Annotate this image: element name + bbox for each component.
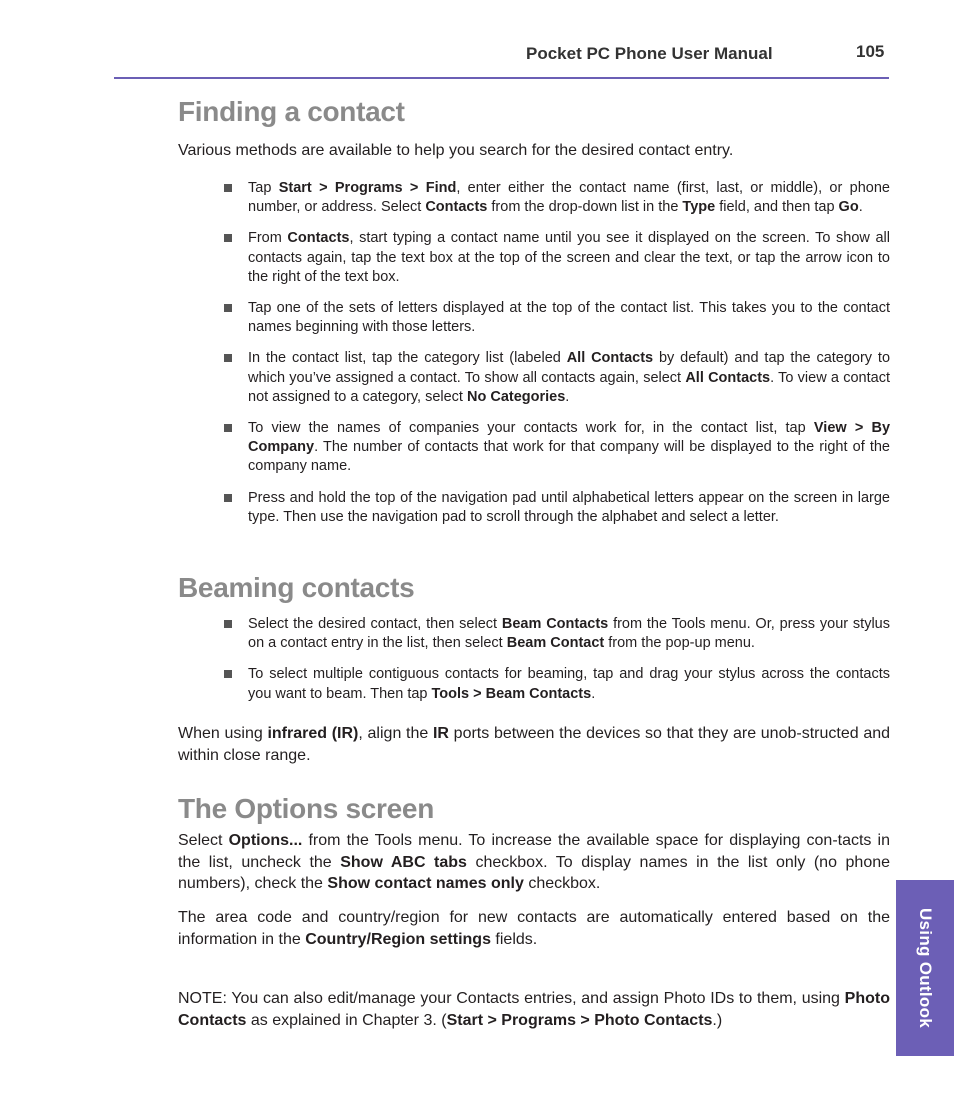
bold-text: No Categories (466, 388, 566, 405)
text-run: , enter either the contact name (first, last, or middle), or phone number, or address. Select (248, 180, 890, 216)
bold-text: Beam Contact (506, 635, 605, 652)
text-run: In the contact list, tap the category list (labeled (248, 350, 567, 367)
bold-text: Go (838, 199, 859, 216)
bold-text: Type (682, 199, 716, 216)
text-run: Select the desired contact, then select (248, 616, 502, 632)
text-run: checkbox. To display names in the list only (no phone numbers), check the (178, 853, 891, 892)
text-run: from the pop-up menu. (604, 635, 755, 652)
bold-text: View > By Company (248, 420, 891, 456)
bold-text: All Contacts (566, 350, 654, 367)
text-run: . (565, 388, 570, 405)
bold-text: Country/Region settings (305, 930, 491, 948)
options-paragraph-1 (178, 830, 890, 895)
chapter-side-tab (896, 880, 954, 1056)
text-run: From (248, 230, 288, 247)
text-run: . (591, 685, 596, 702)
text-run: .) (712, 1011, 723, 1029)
bullet-item (178, 665, 890, 703)
square-bullet-icon (224, 620, 232, 628)
text-run: fields. (490, 930, 538, 948)
bold-text: Start > Programs > Find (278, 180, 457, 196)
square-bullet-icon (224, 670, 232, 678)
text-run: ports between the devices so that they are unob-structed and within close range. (178, 725, 891, 764)
header-rule (114, 77, 889, 79)
bold-text: Contacts (287, 230, 350, 247)
bullet-item (178, 229, 890, 287)
square-bullet-icon (224, 494, 232, 502)
finding-intro: Various methods are available to help you search for the desired contact entry. (178, 142, 734, 159)
text-run: . To view a contact not assigned to a category, select (248, 369, 890, 405)
text-run: Tap (248, 180, 279, 196)
bullet-item (178, 179, 890, 217)
text-run: . The number of contacts that work for that company will be displayed to the right of the company name. (248, 439, 890, 475)
bold-text: infrared (IR) (267, 725, 359, 742)
heading-beaming-contacts: Beaming contacts (178, 572, 415, 603)
bullet-item (178, 489, 890, 527)
square-bullet-icon (224, 424, 232, 432)
text-run: field, and then tap (715, 199, 839, 216)
text-run: , start typing a contact name until you see it displayed on the screen. To show all contacts again, tap the text box at the top of the screen and clear the text, or tap the arrow icon to the right of the text box. (248, 230, 890, 285)
text-run: To view the names of companies your contacts work for, in the contact list, tap (248, 420, 814, 437)
text-run: Press and hold the top of the navigation pad until alphabetical letters appear on the screen in large type. Then use the navigation pad to scroll through the alphabet and select a letter. (248, 489, 890, 525)
bullet-item (178, 299, 890, 337)
bold-text: All Contacts (685, 369, 771, 386)
square-bullet-icon (224, 234, 232, 242)
bullet-item (178, 615, 890, 653)
text-run: as explained in Chapter 3. ( (246, 1011, 447, 1029)
bold-text: Beam Contacts (501, 616, 609, 632)
bold-text: Tools > Beam Contacts (431, 685, 592, 702)
text-run: When using (178, 725, 268, 742)
text-run: checkbox. (523, 875, 601, 892)
bold-text: IR (432, 725, 449, 742)
bold-text: Options... (228, 832, 303, 849)
square-bullet-icon (224, 354, 232, 362)
text-run: The area code and country/region for new contacts are automatically entered based on the information in the (178, 909, 890, 948)
bold-text: Show ABC tabs (340, 853, 467, 871)
text-run: To select multiple contiguous contacts for beaming, tap and drag your stylus across the contacts you want to beam. Then tap (248, 666, 890, 702)
bold-text: Start > Programs > Photo Contacts (446, 1011, 713, 1029)
square-bullet-icon (224, 304, 232, 312)
text-run: from the drop-down list in the (487, 199, 683, 216)
finding-bullet-list (178, 179, 890, 539)
bold-text: Photo Contacts (178, 990, 890, 1029)
bold-text: Contacts (425, 199, 488, 216)
heading-finding-a-contact: Finding a contact (178, 96, 405, 127)
note-paragraph (178, 988, 890, 1031)
beaming-bullet-list (178, 615, 890, 716)
text-run: from the Tools menu. To increase the available space for displaying con-tacts in the list, uncheck the (178, 832, 891, 871)
options-paragraph-2 (178, 907, 890, 950)
text-run: by default) and tap the category to which you’ve assigned a contact. To show all contacts again, select (248, 350, 891, 386)
text-run: . (858, 199, 863, 216)
side-tab-label: Using Outlook (916, 907, 935, 1029)
text-run: NOTE: You can also edit/manage your Contacts entries, and assign Photo IDs to them, using (178, 990, 845, 1007)
text-run: from the Tools menu. Or, press your stylus on a contact entry in the list, then select (248, 616, 890, 652)
bold-text: Show contact names only (327, 875, 524, 892)
page-number: 105 (856, 42, 885, 61)
text-run: Select (178, 832, 229, 849)
bullet-item (178, 419, 890, 477)
heading-options-screen: The Options screen (178, 793, 434, 824)
running-header-title: Pocket PC Phone User Manual (526, 44, 773, 63)
bullet-item (178, 349, 890, 407)
text-run: Tap one of the sets of letters displayed at the top of the contact list. This takes you to the contact names beginning with those letters. (248, 300, 890, 336)
text-run: , align the (358, 725, 433, 742)
beaming-ir-paragraph (178, 723, 890, 766)
square-bullet-icon (224, 184, 232, 192)
